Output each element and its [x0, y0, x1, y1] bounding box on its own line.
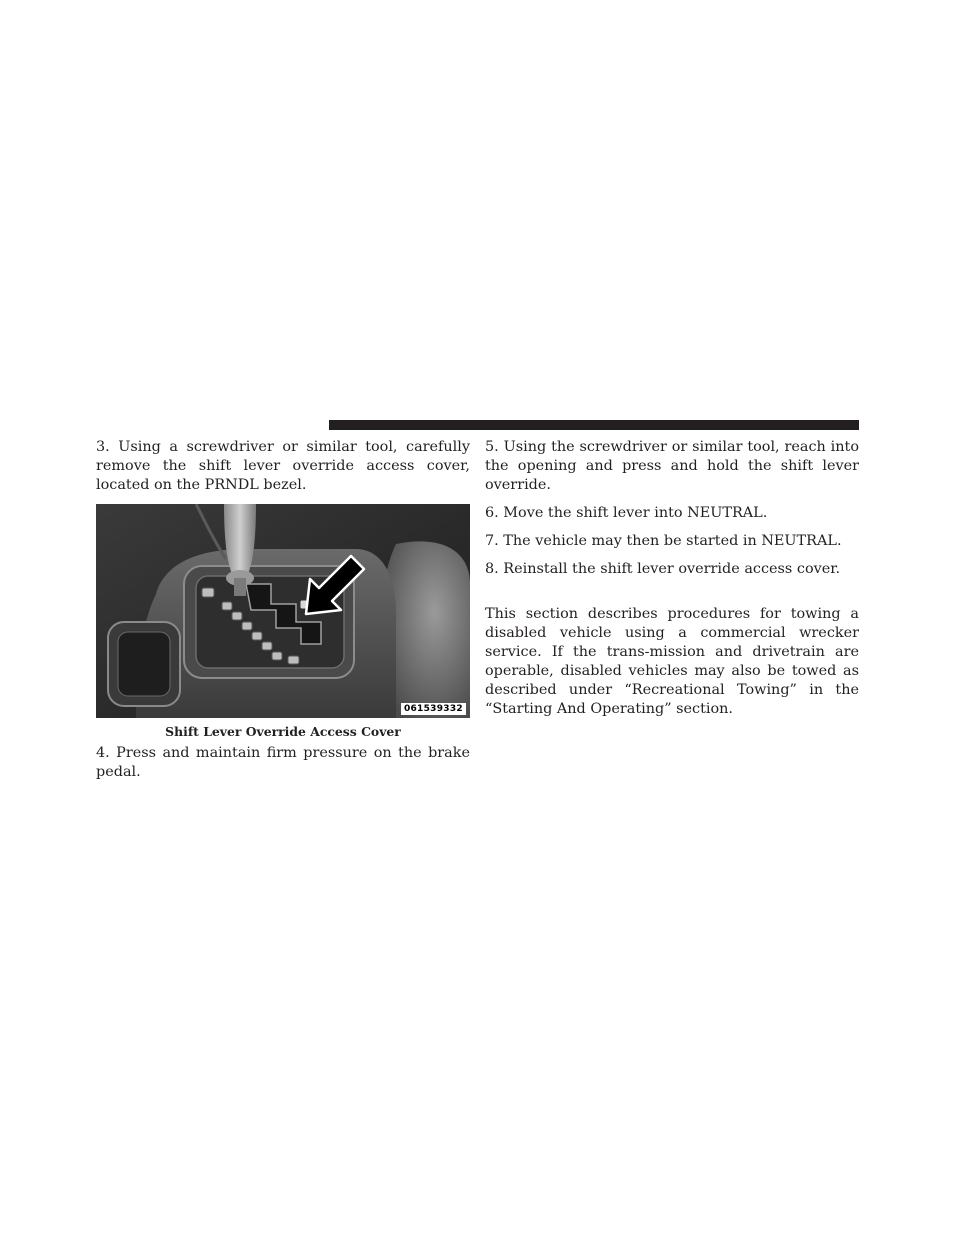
- shift-console-illustration: [96, 504, 470, 718]
- step-4-text: 4. Press and maintain firm pressure on the brake pedal.: [96, 745, 470, 780]
- step-7-text: 7. The vehicle may then be started in NEUTRAL.: [485, 533, 842, 549]
- left-column: [96, 438, 470, 782]
- towing-paragraph: This section describes procedures for towing a disabled vehicle using a commercial wrecker service. If the trans-mission and drivetrain are operable, disabled vehicles may also be towed as described under “Recreational Towing” in the “Starting And Operating” section.: [485, 606, 859, 717]
- shift-lever-figure: [96, 504, 470, 718]
- figure-caption: Shift Lever Override Access Cover: [165, 724, 401, 739]
- step-5-text: 5. Using the screwdriver or similar tool, reach into the opening and press and hold the shift lever override.: [485, 439, 859, 493]
- step-8-text: 8. Reinstall the shift lever override access cover.: [485, 561, 841, 577]
- right-column: [485, 438, 859, 719]
- section-header-bar: [329, 420, 859, 430]
- step-6-text: 6. Move the shift lever into NEUTRAL.: [485, 505, 768, 521]
- figure-code: 061539332: [401, 703, 466, 715]
- step-3-text: 3. Using a screwdriver or similar tool, carefully remove the shift lever override access cover, located on the PRNDL bezel.: [96, 439, 470, 493]
